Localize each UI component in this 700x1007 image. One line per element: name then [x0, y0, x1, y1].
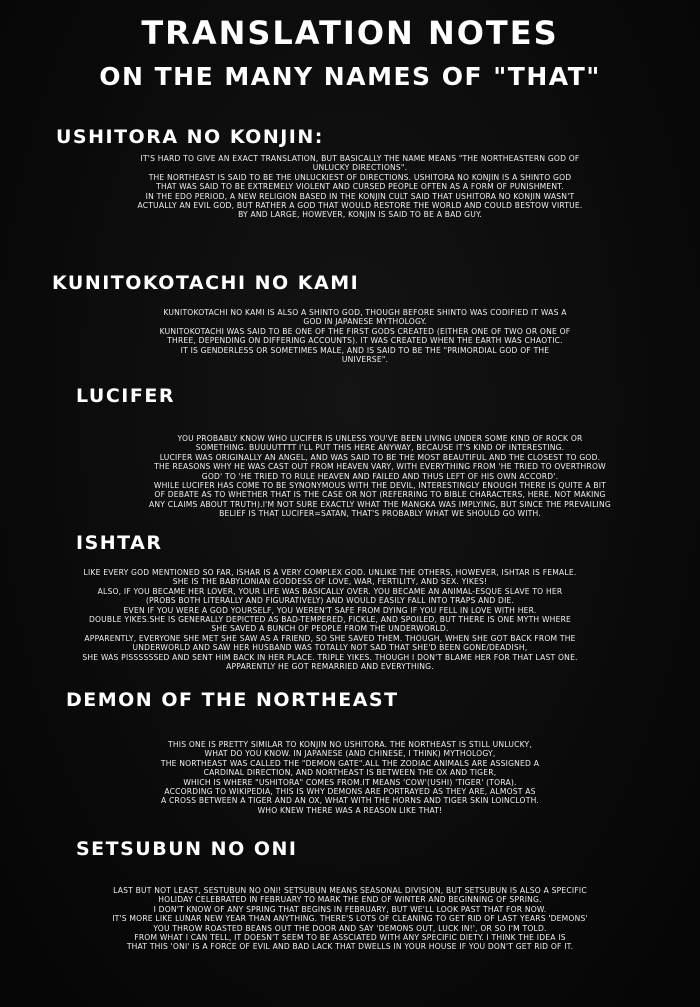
- section-body-setsubun-no-oni: [30, 886, 670, 952]
- section-line: ANY CLAIMS ABOUT TRUTH).I'M NOT SURE EXACTLY WHAT THE MANGKA WAS IMPLYING, BUT SINCE THE PREVAILING: [149, 499, 611, 509]
- section-line: LAST BUT NOT LEAST, SESTUBUN NO ONI! SETSUBUN MEANS SEASONAL DIVISION, BUT SETSUBUN IS ALSO A SPECIFIC: [113, 886, 587, 895]
- section-line: HOLIDAY CELEBRATED IN FEBRUARY TO MARK THE END OF WINTER AND BEGINNING OF SPRING.: [158, 895, 542, 905]
- page-title: TRANSLATION NOTES: [141, 14, 559, 52]
- section-heading-setsubun-no-oni: SETSUBUN NO ONI: [76, 838, 298, 860]
- section-line: SHE WAS PISSSSSSED AND SENT HIM BACK IN HER PLACE. TRIPLE YIKES. THOUGH I DON'T BLAME HER FOR THAT LAST ONE.: [82, 652, 578, 662]
- section-line: UNDERWORLD AND SAW HER HUSBAND WAS TOTALLY NOT SAD THAT SHE'D BEEN GONE/DEADISH,: [132, 643, 528, 653]
- section-line: I DON'T KNOW OF ANY SPRING THAT BEGINS IN FEBRUARY, BUT WE'LL LOOK PAST THAT FOR NOW.: [153, 904, 547, 914]
- section-line: THIS ONE IS PRETTY SIMILAR TO KONJIN NO USHITORA. THE NORTHEAST IS STILL UNLUCKY,: [168, 740, 532, 749]
- section-line: APPARENTLY, EVERYONE SHE MET SHE SAW AS A FRIEND, SO SHE SAVED THEM. THOUGH, WHEN SHE GOT BACK FROM THE: [84, 633, 576, 643]
- section-line: IT'S MORE LIKE LUNAR NEW YEAR THAN ANYTHING. THERE'S LOTS OF CLEANING TO GET RID OF LAST YEARS 'DEMONS': [112, 914, 588, 924]
- section-line: KUNITOKOTACHI WAS SAID TO BE ONE OF THE FIRST GODS CREATED (EITHER ONE OF TWO OR ONE OF: [159, 326, 571, 336]
- section-body-kunitokotachi-no-kami: [105, 308, 625, 364]
- section-heading-kunitokotachi-no-kami: KUNITOKOTACHI NO KAMI: [52, 272, 360, 294]
- section-line: WHICH IS WHERE "USHITORA" COMES FROM.IT MEANS 'COW'(USHI) 'TIGER' (TORA).: [183, 777, 517, 787]
- section-line: ALSO, IF YOU BECAME HER LOVER, YOUR LIFE WAS BASICALLY OVER. YOU BECAME AN ANIMAL-ESQUE SLAVE TO HER: [97, 586, 563, 596]
- section-line: SOMETHING. BUUUUTTTT I'LL PUT THIS HERE ANYWAY, BECAUSE IT'S KIND OF INTERESTING.: [195, 443, 565, 453]
- section-line: BELIEF IS THAT LUCIFER=SATAN, THAT'S PROBABLY WHAT WE SHOULD GO WITH.: [219, 509, 541, 519]
- section-line: IN THE EDO PERIOD, A NEW RELIGION BASED IN THE KONJIN CULT SAID THAT USHITORA NO KONJIN WASN'T: [145, 191, 575, 201]
- section-line: EVEN IF YOU WERE A GOD YOURSELF, YOU WEREN'T SAFE FROM DYING IF YOU FELL IN LOVE WITH HER.: [123, 605, 537, 615]
- section-line: THAT WAS SAID TO BE EXTREMELY VIOLENT AND CURSED PEOPLE OFTEN AS A FORM OF PUNISHMENT.: [156, 182, 564, 192]
- section-line: (PROBS BOTH LITERALLY AND FIGURATIVELY) AND WOULD EASILY FALL INTO TRAPS AND DIE.: [145, 596, 515, 606]
- section-line: YOU PROBABLY KNOW WHO LUCIFER IS UNLESS YOU'VE BEEN LIVING UNDER SOME KIND OF ROCK OR: [177, 434, 583, 443]
- section-line: THE NORTHEAST WAS CALLED THE "DEMON GATE".ALL THE ZODIAC ANIMALS ARE ASSIGNED A: [160, 758, 540, 768]
- section-line: APPARENTLY HE GOT REMARRIED AND EVERYTHING.: [226, 662, 434, 672]
- section-line: KUNITOKOTACHI NO KAMI IS ALSO A SHINTO GOD, THOUGH BEFORE SHINTO WAS CODIFIED IT WAS A: [163, 308, 567, 317]
- section-line: THREE, DEPENDING ON DIFFERING ACCOUNTS). IT WAS CREATED WHEN THE EARTH WAS CHAOTIC.: [167, 336, 563, 346]
- section-line: A CROSS BETWEEN A TIGER AND AN OX, WHAT WITH THE HORNS AND TIGER SKIN LOINCLOTH.: [161, 796, 539, 806]
- section-line: UNLUCKY DIRECTIONS".: [312, 163, 408, 173]
- section-line: WHO KNEW THERE WAS A REASON LIKE THAT!: [257, 805, 443, 815]
- section-heading-ushitora-no-konjin: USHITORA NO KONJIN:: [56, 126, 324, 148]
- section-line: LUCIFER WAS ORIGINALLY AN ANGEL, AND WAS SAID TO BE THE MOST BEAUTIFUL AND THE CLOSEST TO GOD.: [159, 452, 601, 462]
- page-subtitle: ON THE MANY NAMES OF "THAT": [99, 62, 601, 91]
- section-line: THAT THIS 'ONI' IS A FORCE OF EVIL AND BAD LACK THAT DWELLS IN YOUR HOUSE IF YOU DON'T GET RID OF IT.: [126, 942, 574, 952]
- section-line: WHAT DO YOU KNOW. IN JAPANESE (AND CHINESE, I THINK) MYTHOLOGY,: [204, 749, 496, 759]
- section-line: FROM WHAT I CAN TELL, IT DOESN'T SEEM TO BE ASSCIATED WITH ANY SPECIFIC DIETY. I THINK THE IDEA IS: [134, 933, 566, 943]
- section-line: SHE IS THE BABYLONIAN GODDESS OF LOVE, WAR, FERTILITY, AND SEX. YIKES!: [172, 577, 488, 587]
- section-line: IT IS GENDERLESS OR SOMETIMES MALE, AND IS SAID TO BE THE "PRIMORDIAL GOD OF THE: [180, 345, 550, 355]
- section-line: WHILE LUCIFER HAS COME TO BE SYNONYMOUS WITH THE DEVIL, INTERESTINGLY ENOUGH THERE IS QUITE A BIT: [153, 481, 607, 491]
- section-heading-ishtar: ISHTAR: [76, 532, 163, 554]
- section-body-lucifer: [110, 434, 650, 519]
- section-line: GOD' TO 'HE TRIED TO RULE HEAVEN AND FAILED AND THUS LEFT OF HIS OWN ACCORD'.: [201, 471, 559, 481]
- section-line: YOU THROW ROASTED BEANS OUT THE DOOR AND SAY 'DEMONS OUT, LUCK IN!', OR SO I'M TOLD.: [153, 923, 547, 933]
- section-body-demon-of-the-northeast: [100, 740, 600, 815]
- section-line: THE REASONS WHY HE WAS CAST OUT FROM HEAVEN VARY, WITH EVERYTHING FROM 'HE TRIED TO OVERTHROW: [154, 462, 606, 472]
- section-line: CARDINAL DIRECTION, AND NORTHEAST IS BETWEEN THE OX AND TIGER,: [203, 768, 497, 778]
- section-line: LIKE EVERY GOD MENTIONED SO FAR, ISHAR IS A VERY COMPLEX GOD. UNLIKE THE OTHERS, HOWEVER, ISHTAR IS FEMALE.: [83, 568, 577, 577]
- section-line: UNIVERSE".: [341, 355, 389, 365]
- section-heading-demon-of-the-northeast: DEMON OF THE NORTHEAST: [66, 689, 399, 711]
- section-line: DOUBLE YIKES.SHE IS GENERALLY DEPICTED AS BAD-TEMPERED, FICKLE, AND SPOILED, BUT THERE IS ONE MYTH WHERE: [88, 615, 572, 625]
- section-body-ushitora-no-konjin: [40, 154, 680, 220]
- section-line: BY AND LARGE, HOWEVER, KONJIN IS SAID TO BE A BAD GUY.: [238, 210, 482, 220]
- section-line: THE NORTHEAST IS SAID TO BE THE UNLUCKIEST OF DIRECTIONS. USHITORA NO KONJIN IS A SHINTO GOD: [148, 172, 572, 182]
- section-line: GOD IN JAPANESE MYTHOLOGY.: [303, 317, 427, 327]
- section-heading-lucifer: LUCIFER: [76, 385, 175, 407]
- section-line: ACTUALLY AN EVIL GOD, BUT RATHER A GOD THAT WOULD RESTORE THE WORLD AND COULD BESTOW VIRTUE.: [137, 201, 583, 211]
- section-line: OF DEBATE AS TO WHETHER THAT IS THE CASE OR NOT (REFERRING TO BIBLE CHARACTERS, HERE. NOT MAKING: [154, 490, 606, 500]
- section-line: IT'S HARD TO GIVE AN EXACT TRANSLATION, BUT BASICALLY THE NAME MEANS "THE NORTHEASTERN GOD OF: [140, 154, 580, 163]
- section-line: SHE SAVED A BUNCH OF PEOPLE FROM THE UNDERWORLD.: [211, 624, 449, 634]
- section-body-ishtar: [20, 568, 640, 671]
- section-line: ACCORDING TO WIKIPEDIA, THIS IS WHY DEMONS ARE PORTRAYED AS THEY ARE, ALMOST AS: [164, 787, 536, 797]
